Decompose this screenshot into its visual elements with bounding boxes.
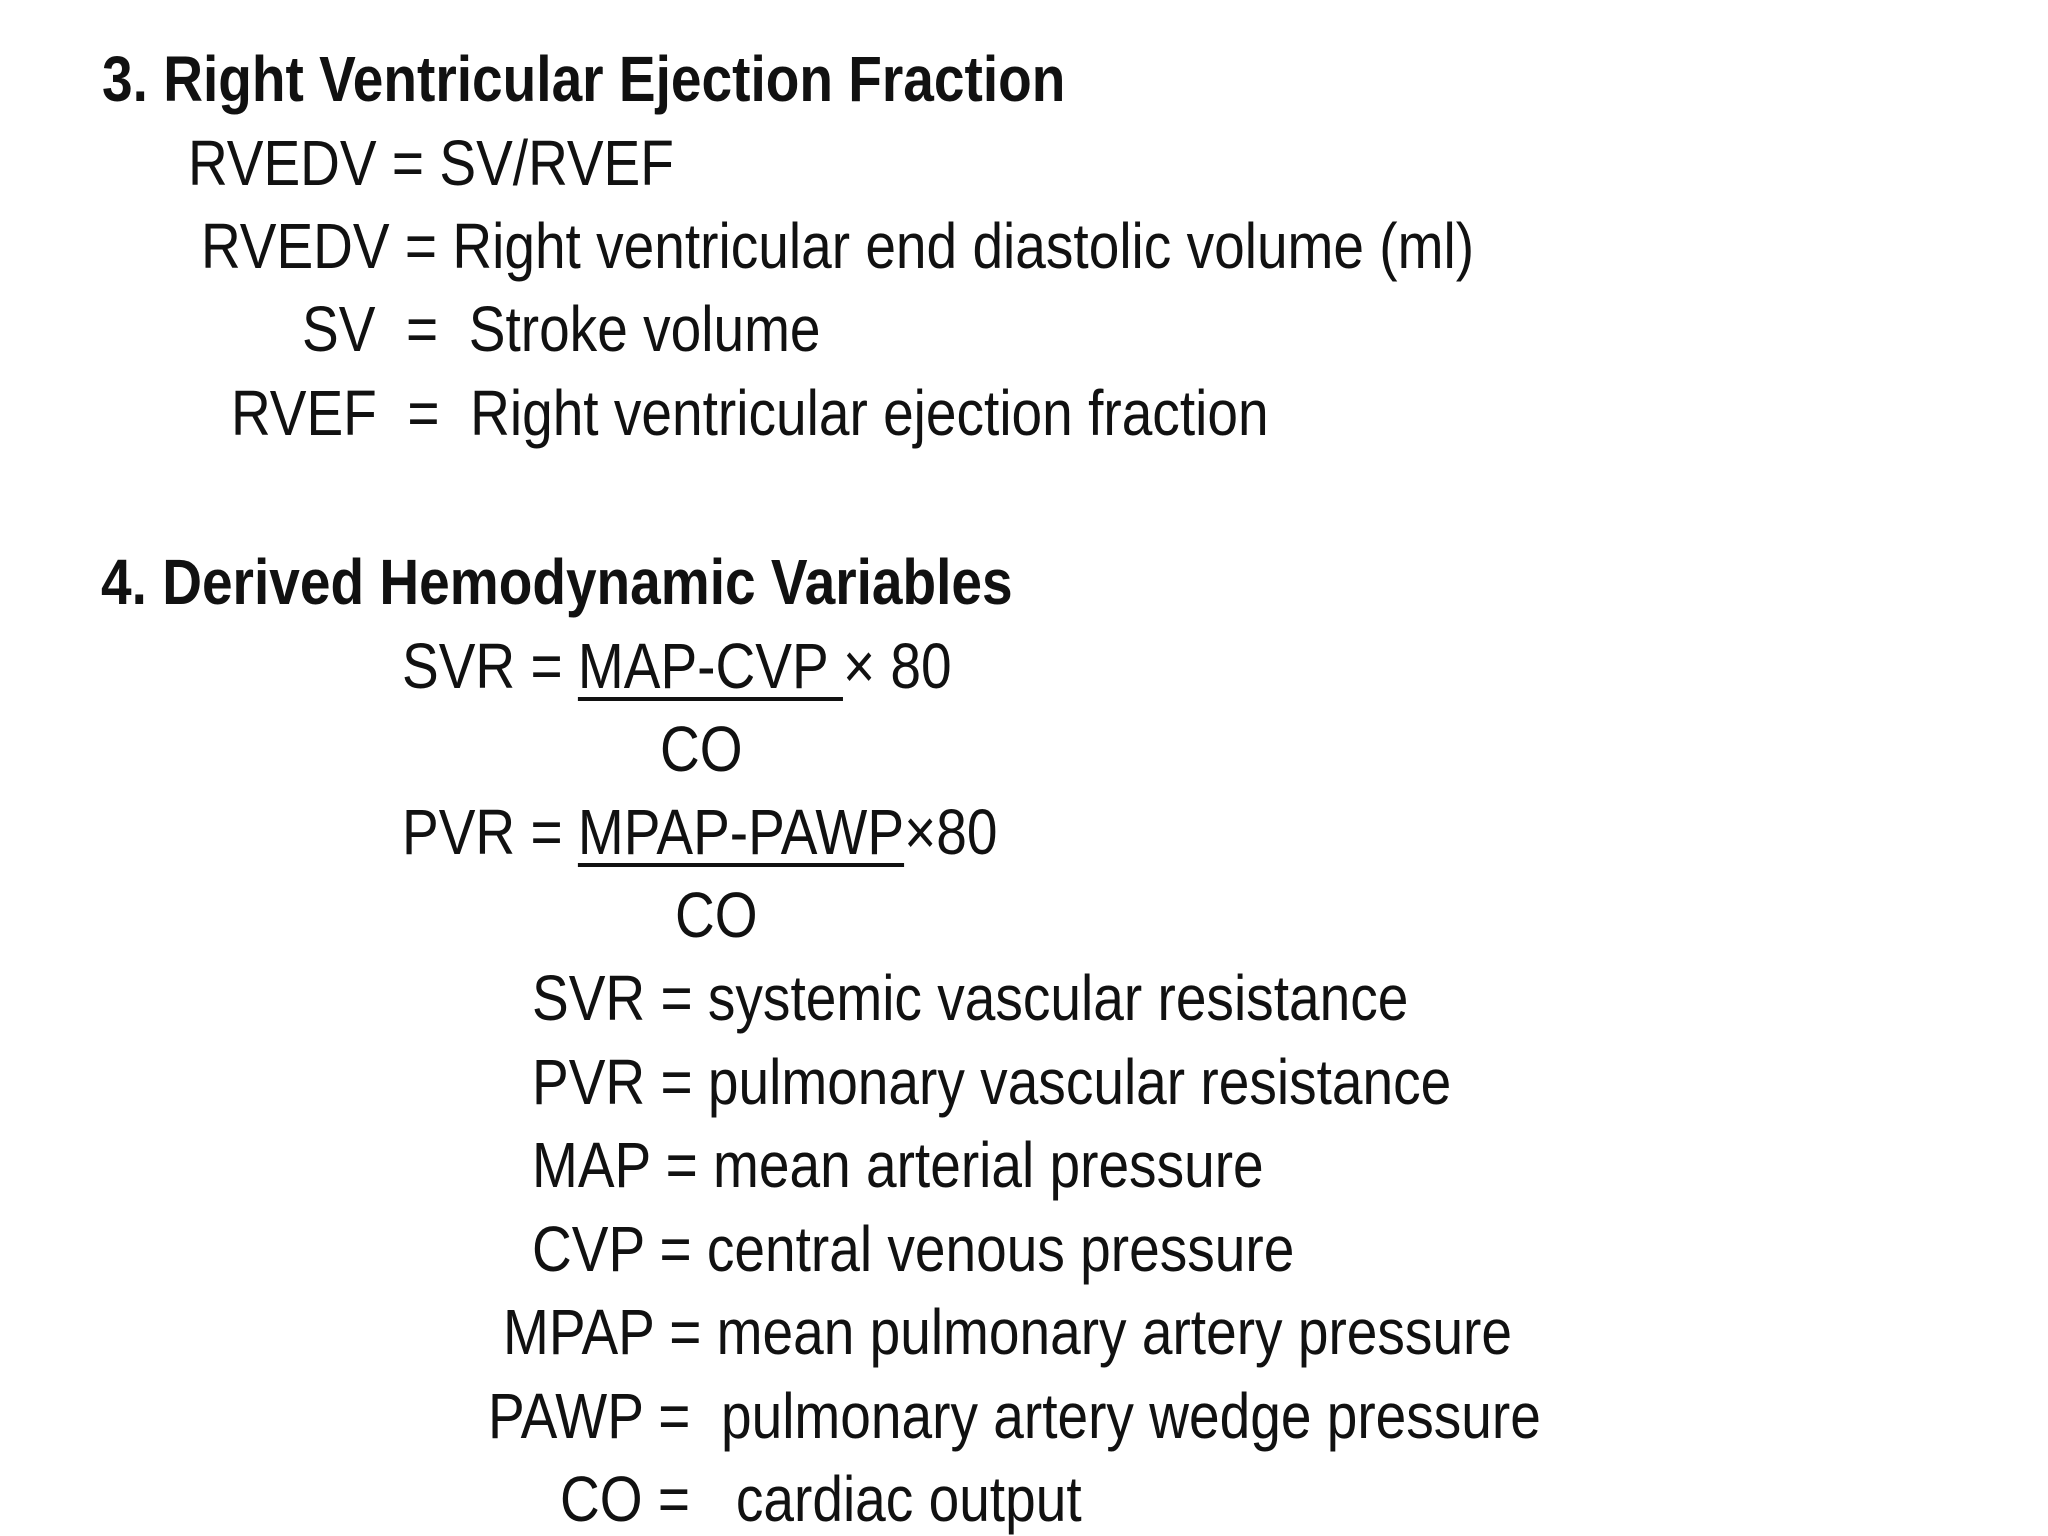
definition-term: RVEDV <box>201 210 390 282</box>
definition-term: CO <box>560 1463 643 1535</box>
section-4-heading: 4. Derived Hemodynamic Variables <box>101 546 1013 618</box>
pvr-formula-lhs: PVR = <box>402 796 578 868</box>
definition-description: Right ventricular end diastolic volume (ml) <box>452 210 1475 282</box>
definition-term: PVR <box>532 1046 646 1118</box>
svr-formula-lhs: SVR = <box>402 630 578 702</box>
definition-separator: = <box>376 377 471 449</box>
definition-separator: = <box>644 1213 707 1285</box>
definition-description: mean pulmonary artery pressure <box>716 1296 1512 1368</box>
definition-term: MAP <box>532 1129 651 1201</box>
definition-description: mean arterial pressure <box>713 1129 1264 1201</box>
definition-separator: = <box>375 293 469 365</box>
pvr-formula-denominator: CO <box>675 879 758 951</box>
definition-description: cardiac output <box>735 1463 1082 1535</box>
definition-description: systemic vascular resistance <box>707 962 1409 1034</box>
definition-description: central venous pressure <box>706 1213 1295 1285</box>
definition-description: Stroke volume <box>468 293 821 365</box>
definition-rvedv <box>201 210 1475 282</box>
definition-rvef <box>231 377 1269 449</box>
definition-description: Right ventricular ejection fraction <box>470 377 1269 449</box>
definition-cvp <box>532 1213 1295 1285</box>
svr-formula-denominator: CO <box>660 713 743 785</box>
definition-separator: = <box>645 1046 708 1118</box>
definition-separator: = <box>389 210 453 282</box>
definition-map <box>532 1129 1264 1201</box>
definition-term: SVR <box>532 962 646 1034</box>
definition-term: MPAP <box>503 1296 654 1368</box>
definition-svr <box>532 962 1409 1034</box>
definition-mpap <box>503 1296 1512 1368</box>
definition-description: pulmonary artery wedge pressure <box>720 1380 1541 1452</box>
pvr-formula <box>402 796 998 868</box>
svr-formula <box>402 630 952 702</box>
definition-pvr <box>532 1046 1452 1118</box>
definition-sv <box>302 293 821 365</box>
definition-term: CVP <box>532 1213 645 1285</box>
definition-co <box>560 1463 1082 1535</box>
definition-separator: = <box>650 1129 714 1201</box>
rvedv-formula: RVEDV = SV/RVEF <box>188 127 674 199</box>
definition-term: PAWP <box>488 1380 643 1452</box>
definition-separator: = <box>642 1463 736 1535</box>
definition-separator: = <box>642 1380 721 1452</box>
pvr-formula-numerator: MPAP-PAWP <box>577 796 905 868</box>
definition-term: RVEF <box>231 377 377 449</box>
section-3-heading: 3. Right Ventricular Ejection Fraction <box>102 43 1066 115</box>
definition-description: pulmonary vascular resistance <box>707 1046 1452 1118</box>
svr-formula-numerator: MAP-CVP <box>577 630 843 702</box>
definition-separator: = <box>645 962 708 1034</box>
svr-formula-multiplier: × 80 <box>842 630 952 702</box>
definition-separator: = <box>653 1296 717 1368</box>
definition-pawp <box>488 1380 1541 1452</box>
pvr-formula-multiplier: ×80 <box>904 796 998 868</box>
definition-term: SV <box>302 293 376 365</box>
